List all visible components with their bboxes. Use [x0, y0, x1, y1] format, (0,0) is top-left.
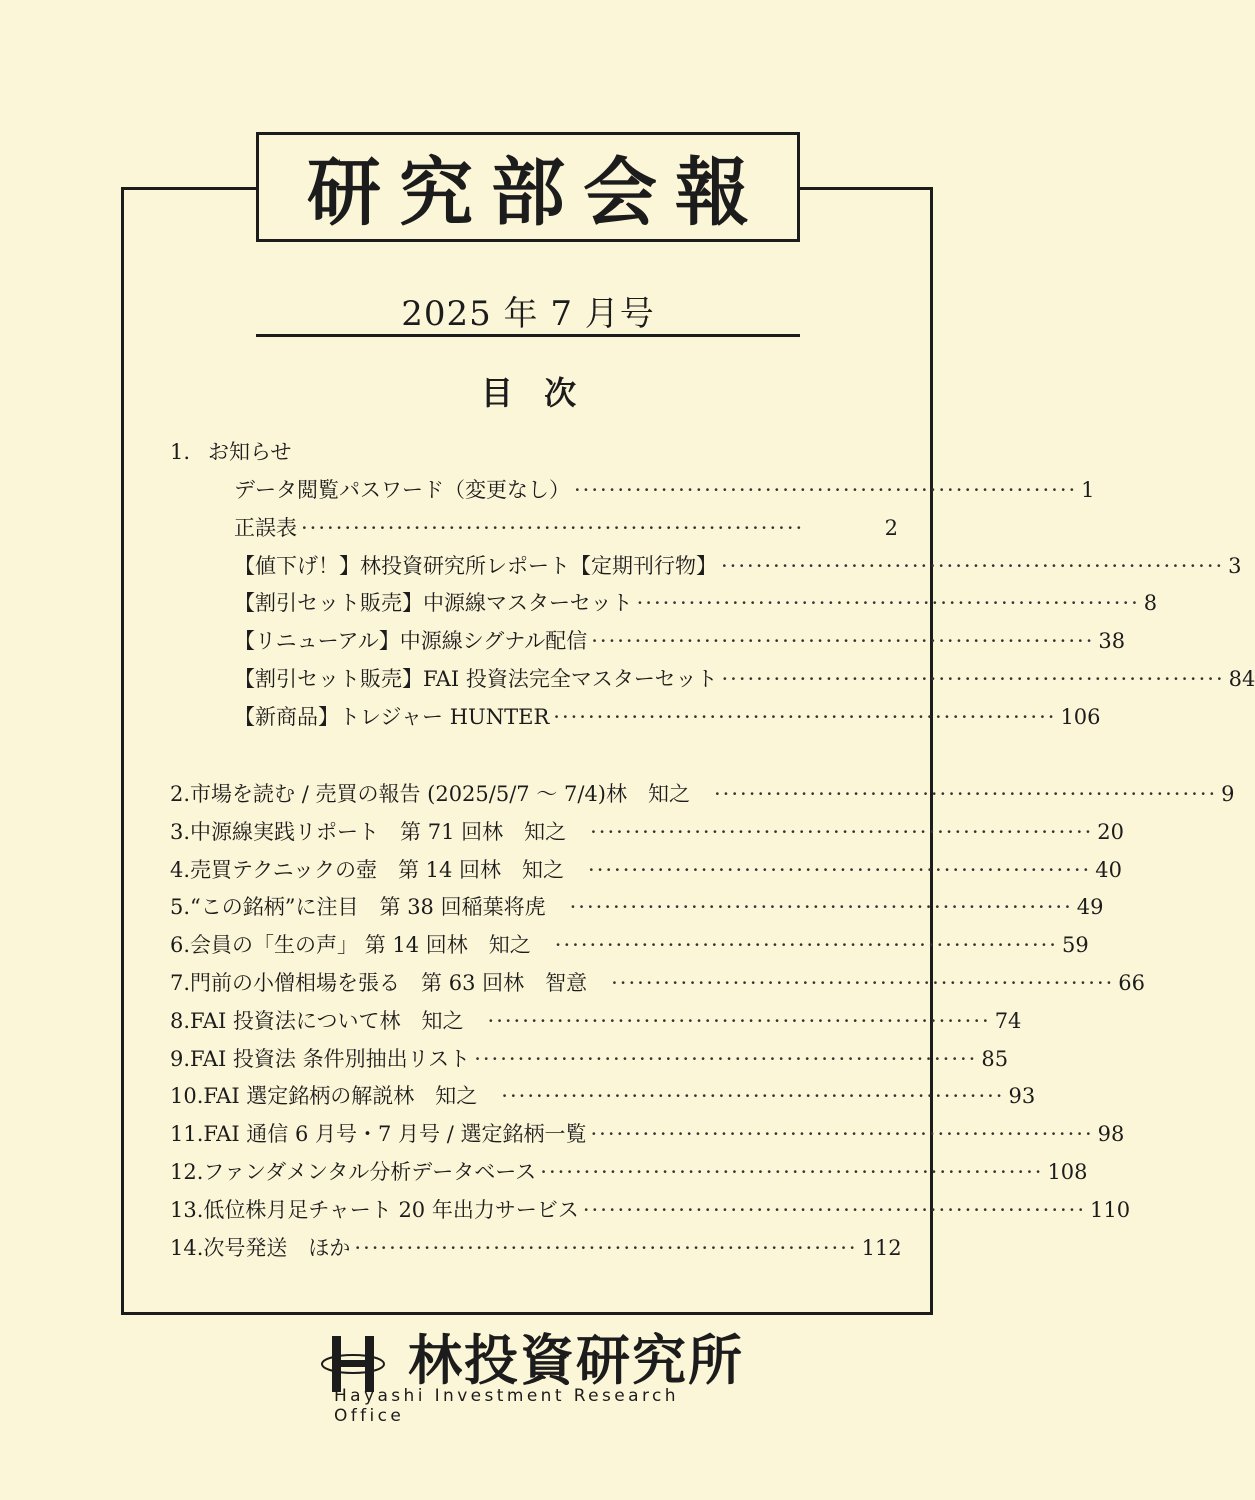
toc-item-row: [170, 1192, 1131, 1228]
toc-leader: ··························································: [540, 1160, 1044, 1184]
issue-date: 2025 年 7 月号: [401, 294, 655, 334]
publisher-logo: [320, 1329, 750, 1426]
toc-page-number: 74: [994, 1008, 1022, 1033]
toc-page-number: 84: [1228, 667, 1255, 691]
toc-notice-row: [234, 510, 898, 546]
toc-item-row: [170, 852, 1122, 888]
toc-label: 門前の小僧相場を張る 第 63 回: [190, 971, 504, 995]
toc-number: 3.: [170, 819, 191, 844]
toc-author: 林 知之: [446, 933, 531, 958]
toc-leader: ··························································: [590, 819, 1094, 844]
toc-item-row: [170, 965, 1146, 1001]
toc-page-number: 49: [1076, 895, 1104, 920]
toc-leader: ··························································: [591, 629, 1095, 654]
toc-label: 中源線実践リポート 第 71 回: [190, 819, 483, 844]
toc-label: 会員の「生の声」 第 14 回: [190, 933, 447, 958]
toc-label: データ閲覧パスワード（変更なし）: [234, 478, 570, 502]
toc-notice-row: [234, 661, 1255, 697]
magazine-title: 研究部会報: [256, 132, 800, 242]
toc-label: 次号発送 ほか: [203, 1235, 351, 1260]
toc-label: 売買テクニックの壺 第 14 回: [190, 857, 481, 882]
toc-leader: ··························································: [554, 933, 1058, 958]
toc-item-row: [170, 814, 1125, 850]
toc-page-number: 110: [1090, 1197, 1131, 1222]
toc-label: 【新商品】トレジャー HUNTER: [234, 704, 550, 729]
toc-heading: 目 次: [480, 374, 587, 412]
toc-number: 2.: [170, 782, 191, 806]
toc-item-row: [170, 1041, 1009, 1077]
toc-number: 5.: [170, 895, 191, 920]
toc-page-number: 59: [1061, 933, 1089, 958]
toc-leader: ··························································: [487, 1008, 991, 1033]
toc-leader: ··························································: [474, 1046, 978, 1071]
toc-leader: ··························································: [636, 591, 1140, 616]
toc-number: 7.: [170, 971, 191, 995]
toc-notice-row: [234, 699, 1101, 735]
toc-number: 11.: [170, 1122, 204, 1147]
toc-author: 稲葉将虎: [461, 895, 546, 920]
toc-label: 【割引セット販売】中源線マスターセット: [234, 591, 633, 616]
toc-leader: ··························································: [553, 704, 1057, 729]
toc-author: 林 知之: [379, 1008, 464, 1033]
toc-notice-row: [234, 623, 1126, 659]
toc-author: 林 智意: [503, 971, 588, 995]
toc-page-number: 66: [1118, 971, 1146, 995]
toc-number: 8.: [170, 1008, 191, 1033]
toc-leader: ··························································: [721, 553, 1225, 578]
toc-page-number: 8: [1143, 591, 1158, 616]
toc-number: 6.: [170, 933, 191, 958]
toc-label: 市場を読む / 売買の報告 (2025/5/7 ～ 7/4): [190, 782, 606, 806]
toc-leader: ··························································: [301, 515, 805, 540]
publisher-name: 林投資研究所: [408, 1329, 744, 1392]
toc-leader: ··························································: [714, 782, 1218, 806]
toc-label: “この銘柄”に注目 第 38 回: [190, 895, 462, 920]
toc-label: ファンダメンタル分析データベース: [203, 1160, 537, 1184]
toc-label: 【リニューアル】中源線シグナル配信: [234, 629, 588, 654]
toc-label: 【値下げ！】林投資研究所レポート【定期刊行物】: [234, 553, 717, 578]
toc-page-number: 106: [1060, 704, 1101, 729]
toc-label: FAI 選定銘柄の解説: [203, 1084, 394, 1109]
toc-page-number: 38: [1098, 629, 1126, 654]
toc-label: FAI 投資法について: [190, 1008, 380, 1033]
toc-author: 林 知之: [482, 819, 567, 844]
toc-page-number: 40: [1095, 857, 1122, 882]
toc-label: お知らせ: [208, 440, 292, 464]
toc-page-number: 98: [1097, 1122, 1125, 1147]
toc-label: FAI 通信 6 月号・7 月号 / 選定銘柄一覧: [203, 1122, 587, 1147]
toc-label: 正誤表: [234, 515, 297, 540]
toc-number: 14.: [170, 1235, 204, 1260]
toc-item-row: [170, 1116, 1125, 1152]
toc-number: 10.: [170, 1084, 204, 1109]
toc-number: 9.: [170, 1046, 191, 1071]
toc-item-row: [170, 889, 1104, 925]
toc-item-row: [170, 1154, 1088, 1190]
toc-page-number: 1: [1081, 478, 1095, 502]
toc-author: 林 知之: [480, 857, 565, 882]
toc-number: 4.: [170, 857, 191, 882]
toc-leader: ··························································: [590, 1122, 1094, 1147]
toc-leader: ··························································: [721, 667, 1225, 691]
toc-number: 13.: [170, 1197, 204, 1222]
toc-page-number: 85: [981, 1046, 1009, 1071]
issue-divider: [256, 334, 800, 337]
toc-page-number: 3: [1228, 553, 1242, 578]
toc-item-row: [170, 1230, 902, 1266]
toc-leader: ··························································: [611, 971, 1115, 995]
toc-page-number: 20: [1097, 819, 1125, 844]
toc-author: 林 知之: [606, 782, 690, 806]
toc-notice-row: [234, 585, 1158, 621]
toc-page-number: 9: [1221, 782, 1235, 806]
toc-leader: ··························································: [588, 857, 1092, 882]
toc-section-1: [170, 434, 898, 470]
toc-page-number: 2: [884, 515, 898, 540]
toc-label: 【割引セット販売】FAI 投資法完全マスターセット: [234, 667, 718, 691]
toc-label: FAI 投資法 条件別抽出リスト: [190, 1046, 471, 1071]
toc-page-number: 108: [1047, 1160, 1088, 1184]
toc-leader: ··························································: [574, 478, 1078, 502]
toc-label: 低位株月足チャート 20 年出力サービス: [203, 1197, 579, 1222]
toc-item-row: [170, 776, 1235, 812]
toc-item-row: [170, 927, 1089, 963]
publisher-name-en: Hayashi Investment Research Office: [334, 1386, 679, 1426]
toc-notice-row: [234, 548, 1242, 584]
toc-author: 林 知之: [393, 1084, 478, 1109]
toc-number: 12.: [170, 1160, 204, 1184]
toc-item-row: [170, 1003, 1022, 1039]
toc-leader: ··························································: [354, 1235, 858, 1260]
toc-item-row: [170, 1078, 1036, 1114]
toc-page-number: 112: [861, 1235, 902, 1260]
toc-leader: ··························································: [501, 1084, 1005, 1109]
toc-notice-row: [234, 472, 1095, 508]
toc-leader: ··························································: [582, 1197, 1087, 1222]
toc-number: 1.: [170, 440, 191, 464]
toc-leader: ··························································: [569, 895, 1073, 920]
toc-page-number: 93: [1008, 1084, 1036, 1109]
